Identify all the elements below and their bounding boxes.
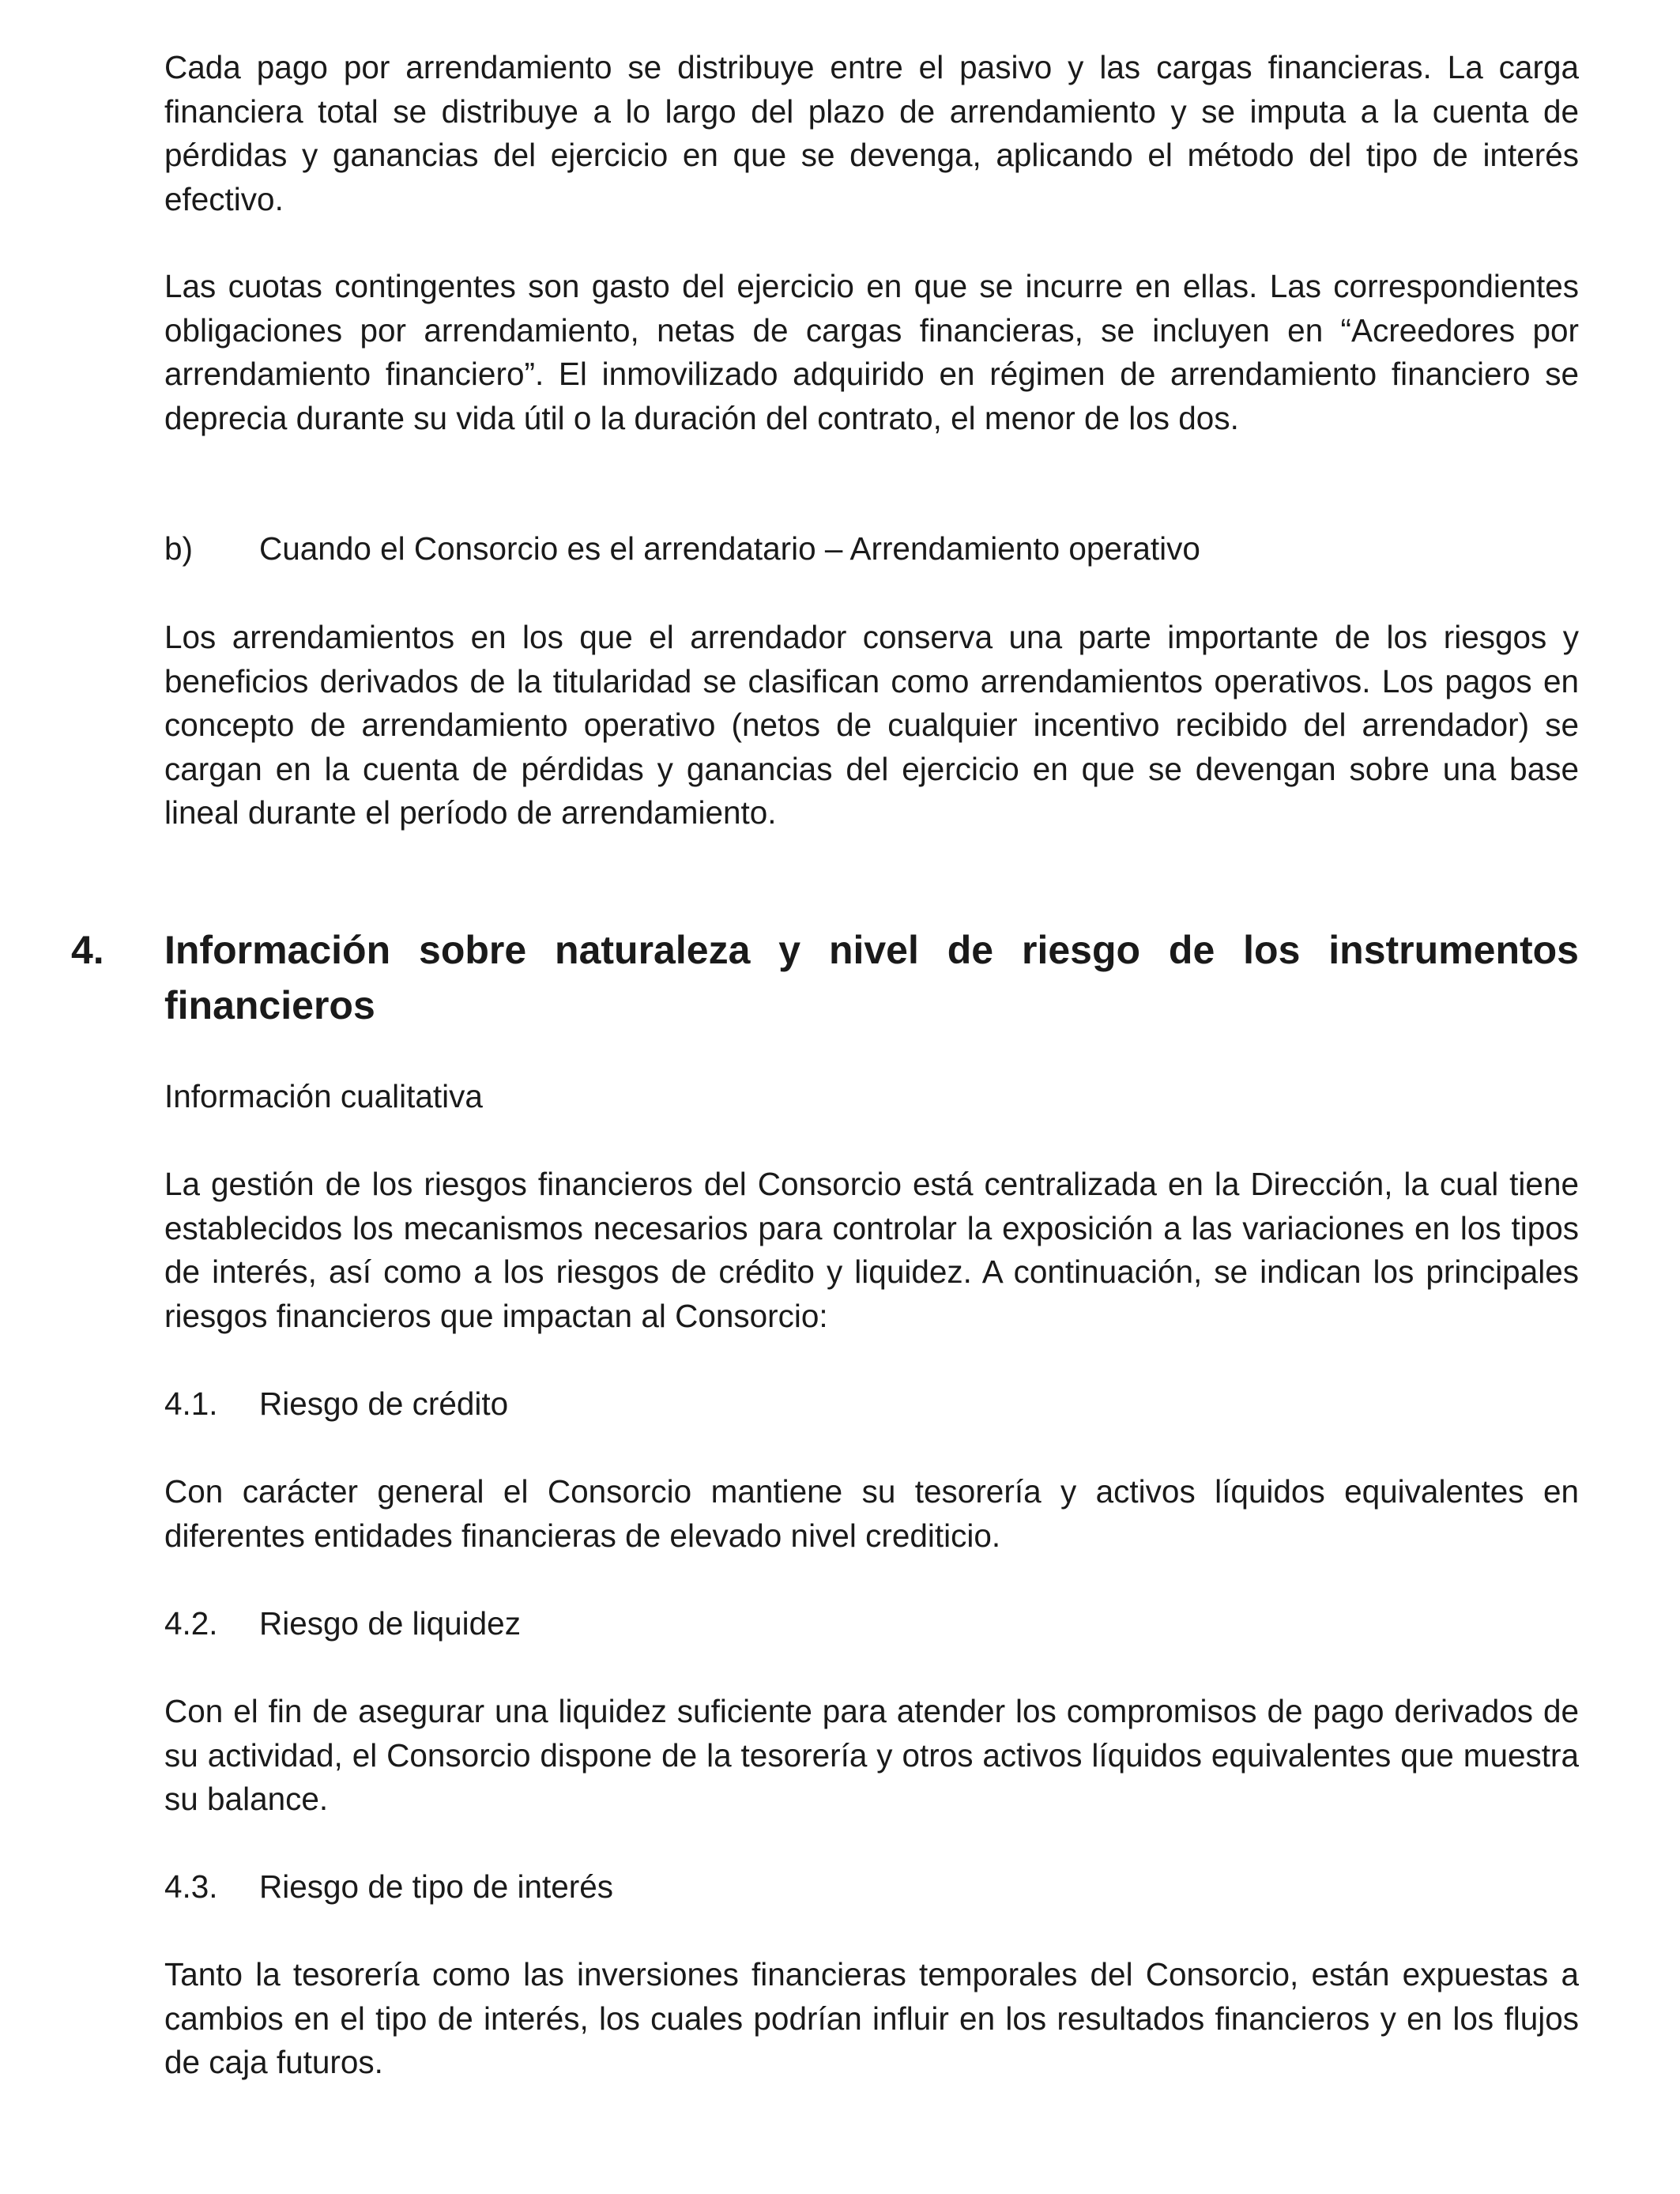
section-4-number: 4. [71, 928, 104, 972]
subsection-heading-4-2 [164, 1602, 521, 1646]
paragraph-liquidity-risk: Con el fin de asegurar una liquidez suficiente para atender los compromisos de pago derivados de su actividad, el Consorcio dispone de la tesorería y otros activos líquidos equivalentes que muestra su balance. [164, 1693, 1579, 1817]
subsection-4-1-number: 4.1. [164, 1385, 218, 1422]
paragraph-contingent-rents: Las cuotas contingentes son gasto del ejercicio en que se incurre en ellas. Las correspondientes obligaciones por arrendamiento, netas de cargas financieras, se incluyen en “Acreedores por arrendamiento financiero”. El inmovilizado adquirido en régimen de arrendamiento financiero se deprecia durante su vida útil o la duración del contrato, el menor de los dos. [164, 268, 1579, 436]
subsection-4-3-title: Riesgo de tipo de interés [259, 1868, 614, 1905]
subsection-b-title: Cuando el Consorcio es el arrendatario – Arrendamiento operativo [259, 530, 1200, 567]
paragraph-risk-management: La gestión de los riesgos financieros del Consorcio está centralizada en la Dirección, la cual tiene establecidos los mecanismos necesarios para controlar la exposición a las variaciones en los tipos de interés, así como a los riesgos de crédito y liquidez. A continuación, se indican los principales riesgos financieros que impactan al Consorcio: [164, 1166, 1579, 1334]
subsection-4-2-title: Riesgo de liquidez [259, 1605, 521, 1642]
section-4-title: Información sobre naturaleza y nivel de riesgo de los instrumentos financieros [164, 928, 1579, 1027]
subsection-4-2-number: 4.2. [164, 1605, 218, 1642]
paragraph-operating-leases: Los arrendamientos en los que el arrendador conserva una parte importante de los riesgos y beneficios derivados de la titularidad se clasifican como arrendamientos operativos. Los pagos en concepto de arrendamiento operativo (netos de cualquier incentivo recibido del arrendador) se cargan en la cuenta de pérdidas y ganancias del ejercicio en que se devengan sobre una base lineal durante el período de arrendamiento. [164, 619, 1579, 831]
paragraph-interest-rate-risk: Tanto la tesorería como las inversiones financieras temporales del Consorcio, están expuestas a cambios en el tipo de interés, los cuales podrían influir en los resultados financieros y en los flujos de caja futuros. [164, 1956, 1579, 2080]
section-4-subtitle: Información cualitativa [164, 1078, 483, 1114]
paragraph-credit-risk: Con carácter general el Consorcio mantiene su tesorería y activos líquidos equivalentes en diferentes entidades financieras de elevado nivel crediticio. [164, 1473, 1579, 1554]
subsection-b-label: b) [164, 530, 194, 567]
subsection-4-3-number: 4.3. [164, 1868, 218, 1905]
subsection-heading-4-3 [164, 1865, 613, 1909]
subsection-heading-4-1 [164, 1382, 508, 1427]
paragraph-lease-payment-distribution: Cada pago por arrendamiento se distribuye entre el pasivo y las cargas financieras. La carga financiera total se distribuye a lo largo del plazo de arrendamiento y se imputa a la cuenta de pérdidas y ganancias del ejercicio en que se devenga, aplicando el método del tipo de interés efectivo. [164, 49, 1579, 217]
subsection-4-1-title: Riesgo de crédito [259, 1385, 509, 1422]
subsection-heading-b [164, 527, 1200, 571]
